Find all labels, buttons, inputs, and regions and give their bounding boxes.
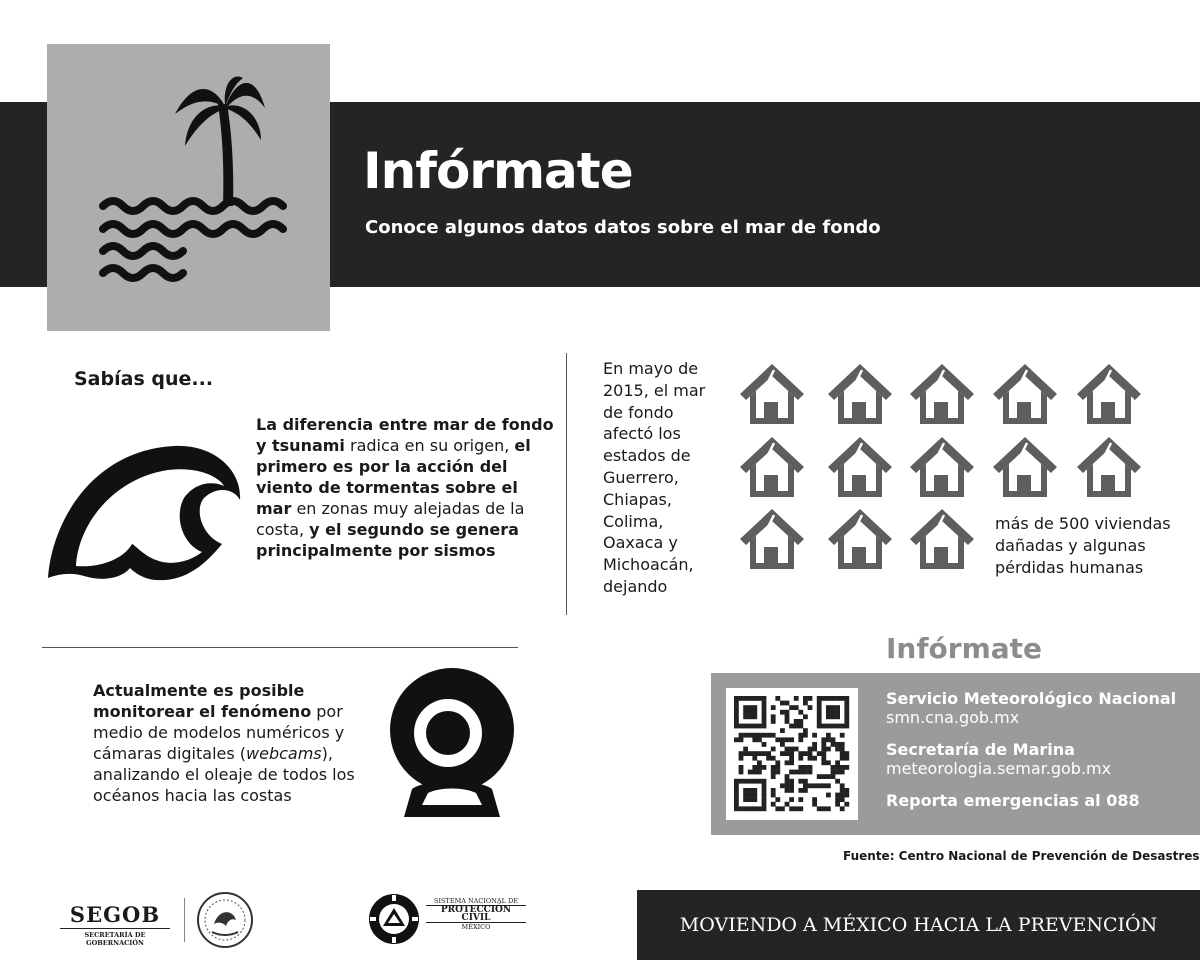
diff-part-1: La diferencia entre mar de fondo y tsunami — [256, 415, 554, 455]
emergency-number — [886, 791, 1140, 810]
beach-icon-box — [47, 44, 330, 331]
webcam-icon — [388, 667, 518, 822]
logo-separator — [184, 898, 185, 942]
diff-part-3: el primero es por la acción del viento de tormentas sobre el mar — [256, 436, 531, 518]
contact-heading: Infórmate — [886, 632, 1043, 665]
monitor-part-4: ), analizando el oleaje de todos los océanos hacia las costas — [93, 744, 355, 805]
damaged-house-icon — [910, 437, 974, 497]
contact-url[interactable]: smn.cna.gob.mx — [886, 708, 1020, 727]
monitor-part-3: webcams — [246, 744, 322, 763]
page-title: Infórmate — [363, 142, 633, 200]
proteccion-civil-icon — [367, 892, 421, 946]
damaged-house-icon — [740, 364, 804, 424]
contact-url[interactable]: meteorologia.semar.gob.mx — [886, 759, 1112, 778]
damaged-house-icon — [828, 437, 892, 497]
damaged-house-icon — [740, 509, 804, 569]
mexico-seal-icon — [194, 890, 256, 950]
segob-name: SEGOB — [60, 902, 170, 929]
damaged-house-icon — [828, 364, 892, 424]
diff-part-2: radica en su origen, — [344, 436, 515, 455]
segob-logo — [60, 902, 170, 947]
wave-icon — [44, 440, 244, 585]
diff-part-4: en zonas muy alejadas de la costa, — [256, 499, 525, 539]
monitor-part-1: Actualmente es posible monitorear el fenómeno — [93, 681, 312, 721]
source-note: Fuente: Centro Nacional de Prevención de Desastres — [843, 849, 1200, 863]
sinaproc-line1: SISTEMA NACIONAL DE — [434, 897, 518, 905]
impact-text: En mayo de 2015, el mar de fondo afectó los estados de Guerrero, Chiapas, Colima, Oaxaca y Michoacán, dejando — [603, 359, 706, 596]
monitor-part-2: por medio de modelos numéricos y cámaras digitales ( — [93, 702, 345, 763]
damaged-house-icon — [993, 364, 1057, 424]
impact-result: más de 500 viviendas dañadas y algunas pérdidas humanas — [995, 514, 1171, 577]
contact-item-semar — [886, 740, 1111, 778]
emergency-text: Reporta emergencias al 088 — [886, 791, 1140, 810]
page-subtitle: Conoce algunos datos datos sobre el mar de fondo — [365, 217, 881, 238]
footer-slogan: MOVIENDO A MÉXICO HACIA LA PREVENCIÓN — [679, 914, 1158, 936]
damaged-house-icon — [1077, 364, 1141, 424]
sabias-heading: Sabías que... — [74, 368, 214, 390]
qr-code[interactable] — [726, 688, 858, 820]
vertical-divider — [566, 353, 567, 615]
contact-item-smn — [886, 689, 1176, 727]
damaged-house-icon — [910, 509, 974, 569]
monitoring-text — [93, 680, 363, 806]
damaged-house-icon — [740, 437, 804, 497]
sinaproc-logo — [426, 897, 526, 931]
palm-tree-waves-icon — [47, 44, 330, 331]
segob-full-name: SECRETARÍA DE GOBERNACIÓN — [84, 931, 146, 947]
sinaproc-line2: PROTECCIÓN CIVIL — [426, 905, 526, 923]
sinaproc-line3: MÉXICO — [461, 923, 491, 931]
horizontal-divider — [42, 647, 518, 648]
diff-part-5: y el segundo se genera principalmente por sismos — [256, 520, 519, 560]
contact-org: Servicio Meteorológico Nacional — [886, 689, 1177, 708]
damaged-house-icon — [910, 364, 974, 424]
contact-org: Secretaría de Marina — [886, 740, 1075, 759]
wave-comparison-text — [256, 414, 556, 561]
damaged-house-icon — [828, 509, 892, 569]
damaged-house-icon — [993, 437, 1057, 497]
damaged-house-icon — [1077, 437, 1141, 497]
